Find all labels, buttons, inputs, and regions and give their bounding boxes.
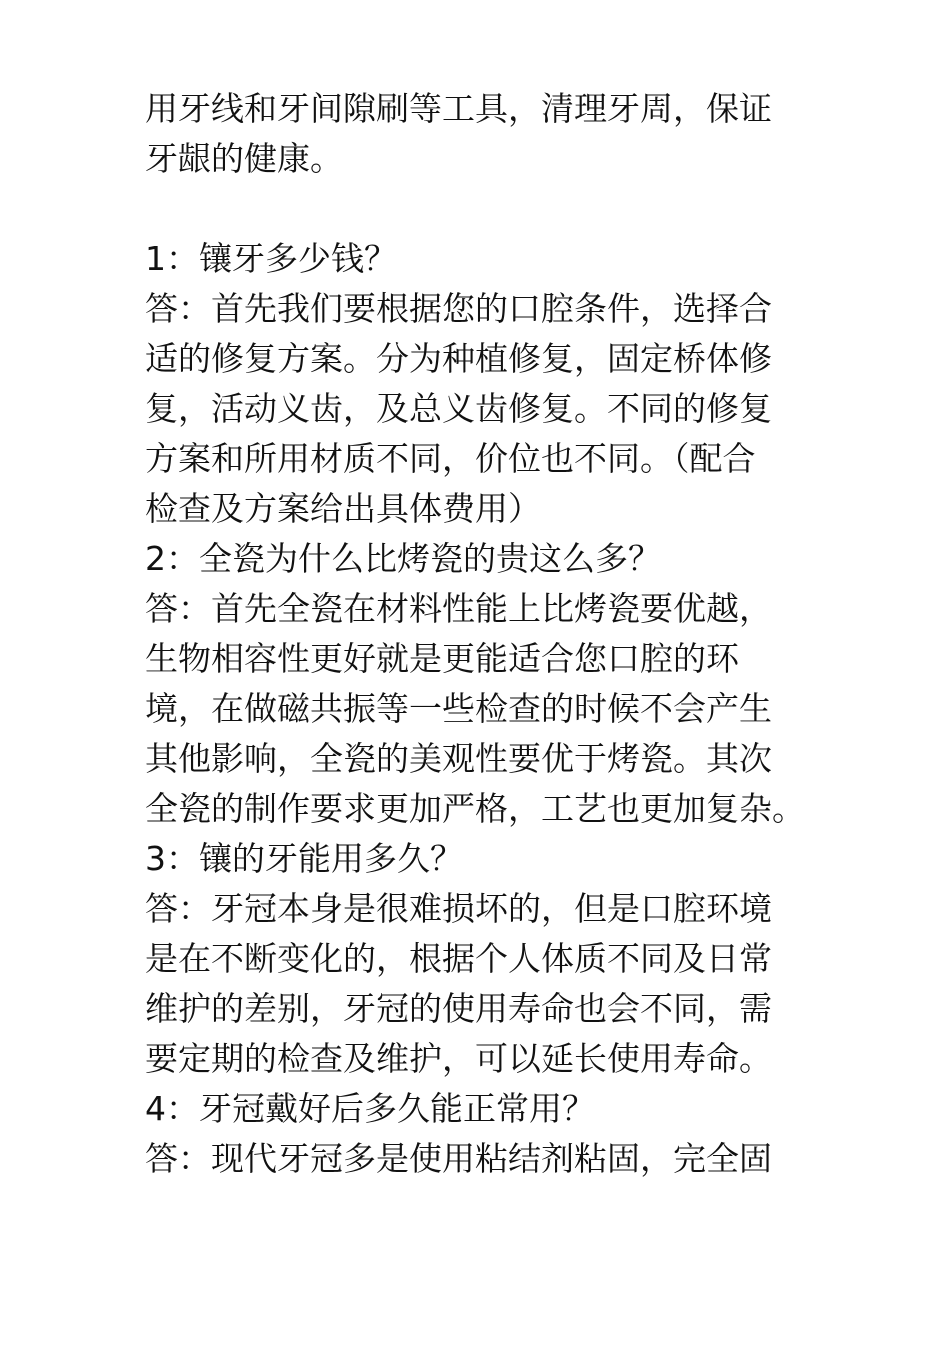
answer-1-line: 复，活动义齿，及总义齿修复。不同的修复 — [145, 389, 772, 428]
answer-2-line: 生物相容性更好就是更能适合您口腔的环 — [145, 639, 739, 678]
answer-2-line: 其他影响，全瓷的美观性要优于烤瓷。其次 — [145, 739, 772, 778]
intro-line: 用牙线和牙间隙刷等工具，清理牙周，保证 — [145, 89, 772, 128]
answer-1-line: 检查及方案给出具体费用） — [145, 489, 541, 528]
paragraph-gap — [145, 184, 825, 234]
intro-line: 牙龈的健康。 — [145, 139, 343, 178]
answer-3-line: 答：牙冠本身是很难损坏的，但是口腔环境 — [145, 889, 772, 928]
answer-1-line: 方案和所用材质不同，价位也不同。（配合 — [145, 439, 756, 478]
document-body — [145, 84, 825, 1184]
answer-4-line: 答：现代牙冠多是使用粘结剂粘固，完全固 — [145, 1139, 772, 1178]
answer-2-line: 境，在做磁共振等一些检查的时候不会产生 — [145, 689, 772, 728]
answer-1-line: 答：首先我们要根据您的口腔条件，选择合 — [145, 289, 772, 328]
answer-3-line: 要定期的检查及维护，可以延长使用寿命。 — [145, 1039, 772, 1078]
question-2: 2：全瓷为什么比烤瓷的贵这么多？ — [145, 539, 661, 578]
answer-3-line: 是在不断变化的，根据个人体质不同及日常 — [145, 939, 772, 978]
question-3: 3：镶的牙能用多久？ — [145, 839, 463, 878]
question-4: 4：牙冠戴好后多久能正常用？ — [145, 1089, 595, 1128]
question-1: 1：镶牙多少钱？ — [145, 239, 397, 278]
answer-2-line: 答：首先全瓷在材料性能上比烤瓷要优越， — [145, 589, 772, 628]
answer-2-line: 全瓷的制作要求更加严格，工艺也更加复杂。 — [145, 789, 805, 828]
answer-1-line: 适的修复方案。分为种植修复，固定桥体修 — [145, 339, 772, 378]
answer-3-line: 维护的差别，牙冠的使用寿命也会不同，需 — [145, 989, 772, 1028]
